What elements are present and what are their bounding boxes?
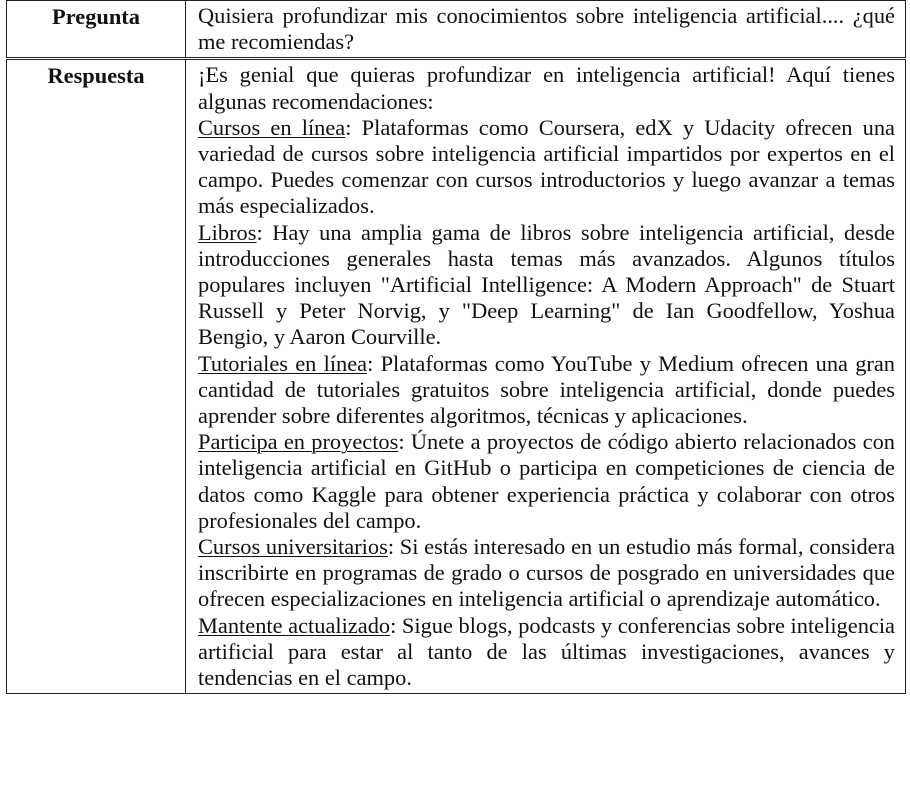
recommendation-mantente-actualizado (198, 613, 895, 692)
recommendation-topic: Tutoriales en línea (198, 350, 368, 376)
recommendation-text: : Plataformas como YouTube y Medium ofrecen una gran cantidad de tutoriales gratuitos sobre inteligencia artificial, donde puedes aprender sobre diferentes algoritmos, técnicas y aplicaciones. (198, 350, 895, 429)
recommendation-topic: Cursos universitarios (198, 534, 388, 560)
recommendation-text: : Plataformas como Coursera, edX y Udacity ofrecen una variedad de cursos sobre inteligencia artificial impartidos por expertos en el campo. Puedes comenzar con cursos introductorios y luego avanzar a temas más especializados. (198, 114, 895, 219)
recommendation-text: : Si estás interesado en un estudio más formal, considera inscribirte en programas de grado o cursos de posgrado en universidades que ofrecen especializaciones en inteligencia artificial o aprendizaje automático. (198, 534, 896, 612)
recommendation-tutoriales-en-linea (198, 351, 895, 430)
question-text: Quisiera profundizar mis conocimientos sobre inteligencia artificial.... ¿qué me recomiendas? (186, 1, 906, 59)
recommendation-topic: Cursos en línea (198, 114, 346, 140)
recommendation-text: : Hay una amplia gama de libros sobre inteligencia artificial, desde introducciones generales hasta temas más avanzados. Algunos títulos populares incluyen "Artificial Intelligence: A Modern Approach" de Stuart Russell y Peter Norvig, y "Deep Learning" de Ian Goodfellow, Yoshua Bengio, y Aaron Courville. (198, 219, 895, 350)
recommendation-text: : Únete a proyectos de código abierto relacionados con inteligencia artificial en GitHub o participa en competiciones de ciencia de datos como Kaggle para obtener experiencia práctica y colaborar con otros profesionales del campo. (198, 429, 895, 533)
answer-row (7, 59, 906, 694)
question-label: Pregunta (7, 1, 186, 59)
recommendation-topic: Participa en proyectos (198, 429, 399, 455)
answer-label: Respuesta (7, 59, 186, 694)
recommendation-topic: Libros (198, 219, 257, 245)
recommendation-libros (198, 220, 895, 351)
recommendation-cursos-en-linea (198, 115, 895, 220)
answer-content (186, 59, 906, 694)
recommendation-topic: Mantente actualizado (198, 612, 391, 638)
qa-table (6, 0, 906, 694)
recommendation-cursos-universitarios (198, 534, 895, 613)
recommendation-participa-en-proyectos (198, 429, 895, 534)
recommendation-text: : Sigue blogs, podcasts y conferencias sobre inteligencia artificial para estar al tanto de las últimas investigaciones, avances y tendencias en el campo. (198, 612, 895, 691)
answer-intro: ¡Es genial que quieras profundizar en inteligencia artificial! Aquí tienes algunas recomendaciones: (198, 62, 895, 114)
question-row (7, 1, 906, 59)
